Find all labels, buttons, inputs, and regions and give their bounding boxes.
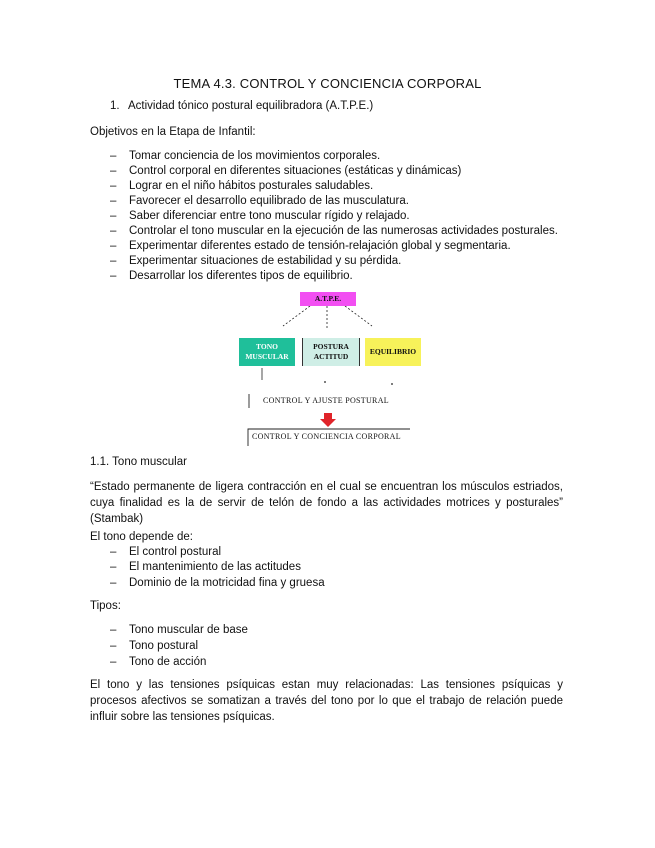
list-item: – Controlar el tono muscular en la ejecución de las numerosas actividades posturales. [110, 225, 558, 237]
conciencia-corporal-label: CONTROL Y CONCIENCIA CORPORAL [252, 432, 401, 441]
connector-line [345, 306, 372, 326]
section-heading: Actividad tónico postural equilibradora (A.T.P.E.) [128, 100, 374, 112]
objectives-heading: Objetivos en la Etapa de Infantil: [90, 126, 256, 138]
list-item: – Dominio de la motricidad fina y gruesa [110, 577, 325, 589]
depends-heading: El tono depende de: [90, 531, 193, 543]
list-item: – Saber diferenciar entre tono muscular rígido y relajado. [110, 210, 410, 222]
list-item: – Favorecer el desarrollo equilibrado de las musculatura. [110, 195, 409, 207]
list-item: – Tono postural [110, 640, 199, 652]
list-item: – Control corporal en diferentes situaciones (estáticas y dinámicas) [110, 165, 462, 177]
equilibrio-box: EQUILIBRIO [365, 338, 421, 366]
list-item: – Experimentar situaciones de estabilidad y su pérdida. [110, 255, 402, 267]
red-down-arrow-icon [320, 413, 336, 427]
list-item: – Desarrollar los diferentes tipos de equilibrio. [110, 270, 353, 282]
atpe-box: A.T.P.E. [300, 292, 356, 306]
control-ajuste-label: CONTROL Y AJUSTE POSTURAL [263, 396, 389, 405]
tono-muscular-box: TONO MUSCULAR [239, 338, 295, 366]
connector-line [283, 306, 310, 326]
list-item: – Experimentar diferentes estado de tensión-relajación global y segmentaria. [110, 240, 511, 252]
list-item: – El mantenimiento de las actitudes [110, 561, 301, 573]
list-item: – El control postural [110, 546, 222, 558]
tipos-heading: Tipos: [90, 600, 121, 612]
postura-actitud-box: POSTURA ACTITUD [302, 338, 360, 366]
page-title: TEMA 4.3. CONTROL Y CONCIENCIA CORPORAL [173, 76, 482, 91]
list-item: – Lograr en el niño hábitos posturales saludables. [110, 180, 374, 192]
section-number: 1. [110, 100, 120, 112]
dot-mark [324, 381, 326, 383]
list-item: – Tono muscular de base [110, 624, 248, 636]
list-item: – Tomar conciencia de los movimientos corporales. [110, 150, 381, 162]
quote-paragraph: “Estado permanente de ligera contracción en el cual se encuentran los músculos estriados, cuya finalidad es la de servir de telón de fondo a las actividades motrices y posturales” (Stambak) [90, 481, 563, 525]
subsection-heading: 1.1. Tono muscular [90, 456, 187, 468]
dot-mark [391, 383, 393, 385]
closing-paragraph: El tono y las tensiones psíquicas estan muy relacionadas: Las tensiones psíquicas y procesos afectivos se somatizan a través del tono por lo que el trabajo de relación puede influir sobre las tensiones psíquicas. [90, 679, 563, 723]
list-item: – Tono de acción [110, 656, 207, 668]
